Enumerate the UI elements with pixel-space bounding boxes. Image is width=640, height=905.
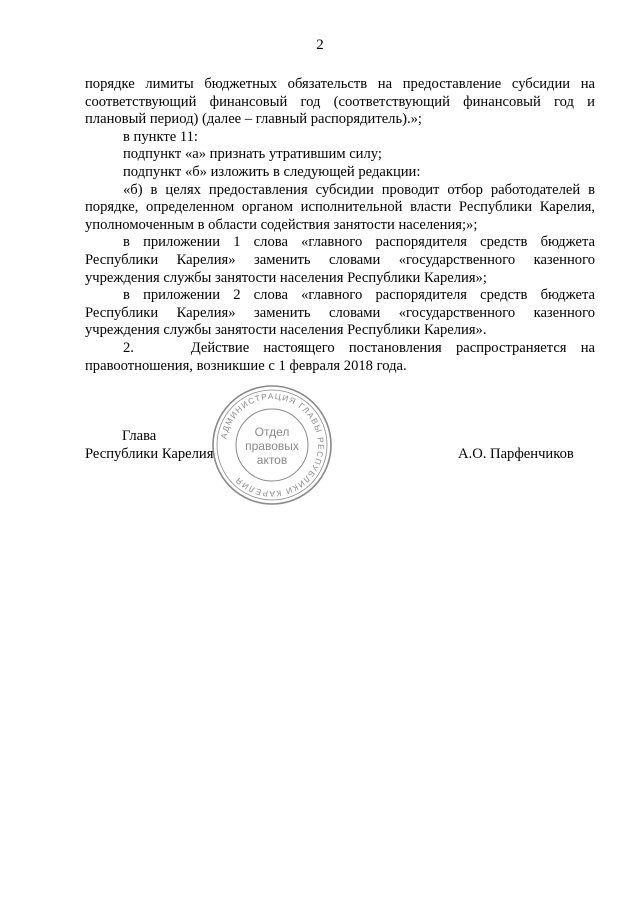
paragraph-subpoint-b-text: «б) в целях предоставления субсидии проводит отбор работодателей в порядке, определенном органом исполнительной власти Республики Карелия, уполномоченным в области содействия занятости населения;»; <box>85 181 595 233</box>
page-number: 2 <box>316 37 324 53</box>
signatory-title-line-1: Глава <box>122 428 157 444</box>
paragraph-subpoint-b-intro: подпункт «б» изложить в следующей редакции: <box>123 163 421 180</box>
paragraph-subpoint-a: подпункт «а» признать утратившим силу; <box>123 146 382 163</box>
stamp-ring-text: АДМИНИСТРАЦИЯ ГЛАВЫ РЕСПУБЛИКИ КАРЕЛИЯ <box>219 391 326 499</box>
paragraph-point-11: в пункте 11: <box>123 128 198 145</box>
stamp-center-line-3: актов <box>256 453 288 467</box>
stamp-center-line-1: Отдел <box>254 425 290 439</box>
document-body <box>85 76 595 375</box>
paragraph-appendix-2: в приложении 2 слова «главного распорядителя средств бюджета Республики Карелия» заменить словами «государственного казенного учреждения службы занятости населения Республики Карелия». <box>85 287 595 339</box>
paragraph-effective-date: 2. Действие настоящего постановления распространяется на правоотношения, возникшие с 1 февраля 2018 года. <box>85 339 595 374</box>
paragraph-limits: порядке лимиты бюджетных обязательств на предоставление субсидии на соответствующий финансовый год (соответствующий финансовый год и плановый период) (далее – главный распорядитель).»; <box>85 76 595 128</box>
stamp-center-line-2: правовых <box>245 439 299 453</box>
signature-block <box>85 428 595 468</box>
signatory-title-line-2: Республики Карелия <box>85 445 214 462</box>
paragraph-appendix-1: в приложении 1 слова «главного распорядителя средств бюджета Республики Карелия» заменить словами «государственного казенного учреждения службы занятости населения Республики Карелия»; <box>85 234 595 286</box>
signatory-title <box>85 428 213 463</box>
signatory-name: А.О. Парфенчиков <box>458 445 574 462</box>
